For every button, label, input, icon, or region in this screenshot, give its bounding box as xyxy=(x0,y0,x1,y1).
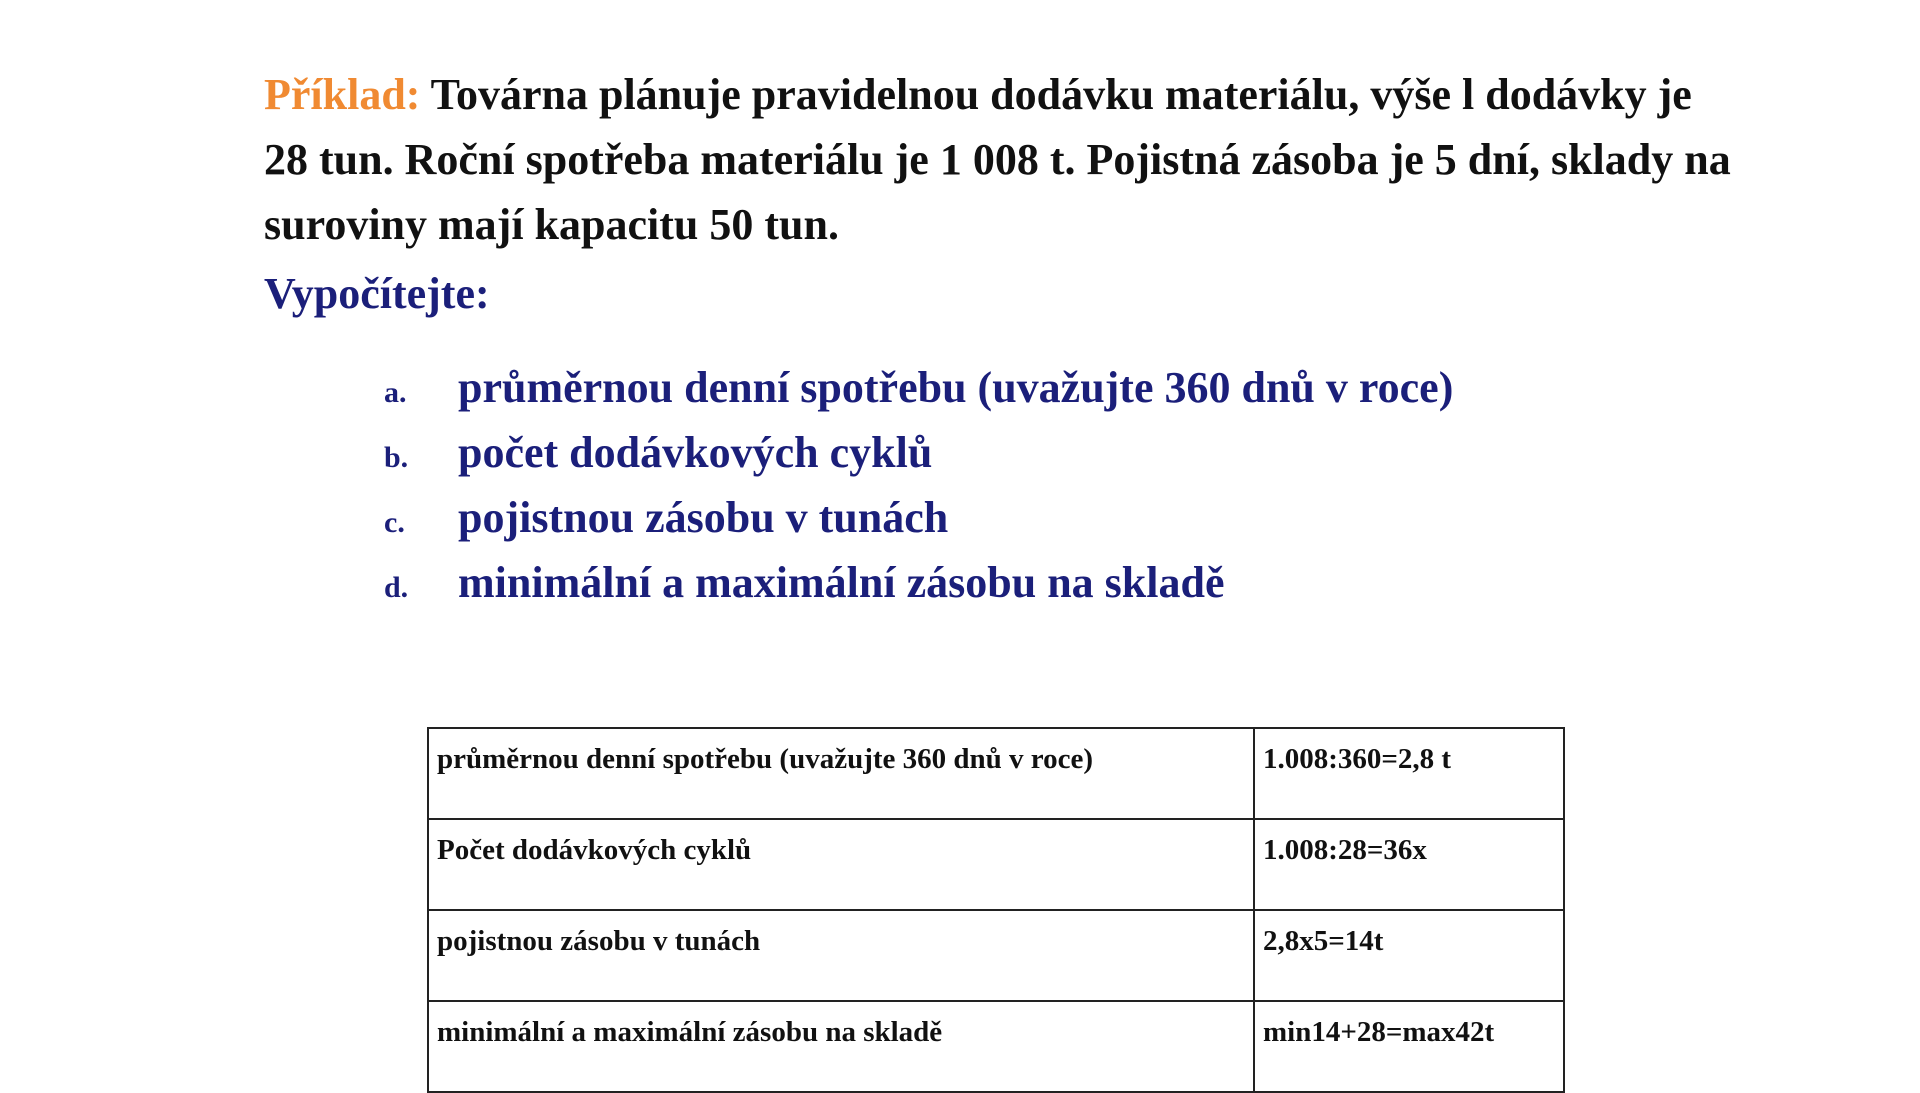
table-row xyxy=(428,910,1564,1001)
task-item xyxy=(384,557,1453,622)
question-cell: pojistnou zásobu v tunách xyxy=(428,910,1254,1001)
question-cell: Počet dodávkových cyklů xyxy=(428,819,1254,910)
question-cell: průměrnou denní spotřebu (uvažujte 360 dnů v roce) xyxy=(428,728,1254,819)
task-marker: d. xyxy=(384,571,409,604)
task-item xyxy=(384,492,1453,557)
task-text: průměrnou denní spotřebu (uvažujte 360 dnů v roce) xyxy=(458,363,1454,412)
task-text: minimální a maximální zásobu na skladě xyxy=(458,558,1225,607)
question-cell: minimální a maximální zásobu na skladě xyxy=(428,1001,1254,1092)
answer-cell: min14+28=max42t xyxy=(1254,1001,1564,1092)
answers-table xyxy=(427,727,1565,1093)
task-text: pojistnou zásobu v tunách xyxy=(458,493,949,542)
table-row xyxy=(428,1001,1564,1092)
answer-cell: 1.008:28=36x xyxy=(1254,819,1564,910)
problem-statement xyxy=(264,62,1734,257)
task-item xyxy=(384,427,1453,492)
task-marker: a. xyxy=(384,376,407,409)
task-marker: b. xyxy=(384,441,409,474)
task-text: počet dodávkových cyklů xyxy=(458,428,933,477)
task-list xyxy=(384,362,1453,622)
answer-cell: 2,8x5=14t xyxy=(1254,910,1564,1001)
task-heading: Vypočítejte: xyxy=(264,269,490,318)
answer-cell: 1.008:360=2,8 t xyxy=(1254,728,1564,819)
table-row xyxy=(428,728,1564,819)
problem-text: Továrna plánuje pravidelnou dodávku materiálu, výše l dodávky je 28 tun. Roční spotřeba materiálu je 1 008 t. Pojistná zásoba je 5 dní, sklady na suroviny mají kapacitu 50 tun. xyxy=(264,70,1731,249)
task-item xyxy=(384,362,1453,427)
table-row xyxy=(428,819,1564,910)
task-marker: c. xyxy=(384,506,405,539)
example-label: Příklad: xyxy=(264,70,421,119)
